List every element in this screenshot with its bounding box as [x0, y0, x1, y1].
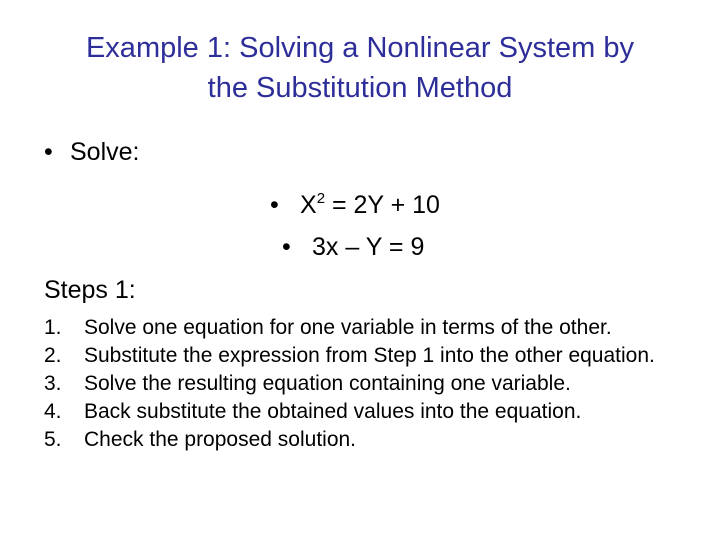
- title-line-1: Example 1: Solving a Nonlinear System by: [85, 32, 635, 64]
- step-number: 1.: [44, 316, 62, 339]
- step-number: 3.: [44, 372, 62, 395]
- bullet-dot-icon: •: [44, 138, 53, 166]
- step-number: 4.: [44, 400, 62, 423]
- bullet-dot-icon: •: [282, 233, 291, 261]
- equation-2: [270, 226, 440, 268]
- list-item: [44, 314, 684, 342]
- equation-2-text: 3x – Y = 9: [312, 233, 425, 261]
- step-number: 5.: [44, 428, 62, 451]
- equation-1: [270, 184, 440, 226]
- title-line-2: the Substitution Method: [207, 72, 513, 104]
- list-item: [44, 398, 684, 426]
- step-text: Back substitute the obtained values into the equation.: [84, 400, 582, 423]
- step-text: Check the proposed solution.: [84, 428, 357, 451]
- solve-bullet: [44, 136, 139, 168]
- equation-1-left: X: [300, 191, 317, 219]
- equation-1-exponent: 2: [316, 190, 326, 207]
- list-item: [44, 370, 684, 398]
- bullet-dot-icon: •: [270, 191, 279, 219]
- list-item: [44, 342, 684, 370]
- slide-title: [30, 28, 690, 108]
- equation-list: [270, 184, 440, 268]
- step-text: Solve one equation for one variable in terms of the other.: [84, 316, 612, 339]
- solve-label: Solve:: [70, 138, 140, 166]
- step-text: Substitute the expression from Step 1 into the other equation.: [84, 344, 655, 367]
- equation-1-right: = 2Y + 10: [325, 191, 440, 219]
- step-text: Solve the resulting equation containing one variable.: [84, 372, 571, 395]
- steps-list: [44, 314, 684, 454]
- steps-heading: Steps 1:: [44, 276, 136, 304]
- step-number: 2.: [44, 344, 62, 367]
- list-item: [44, 426, 684, 454]
